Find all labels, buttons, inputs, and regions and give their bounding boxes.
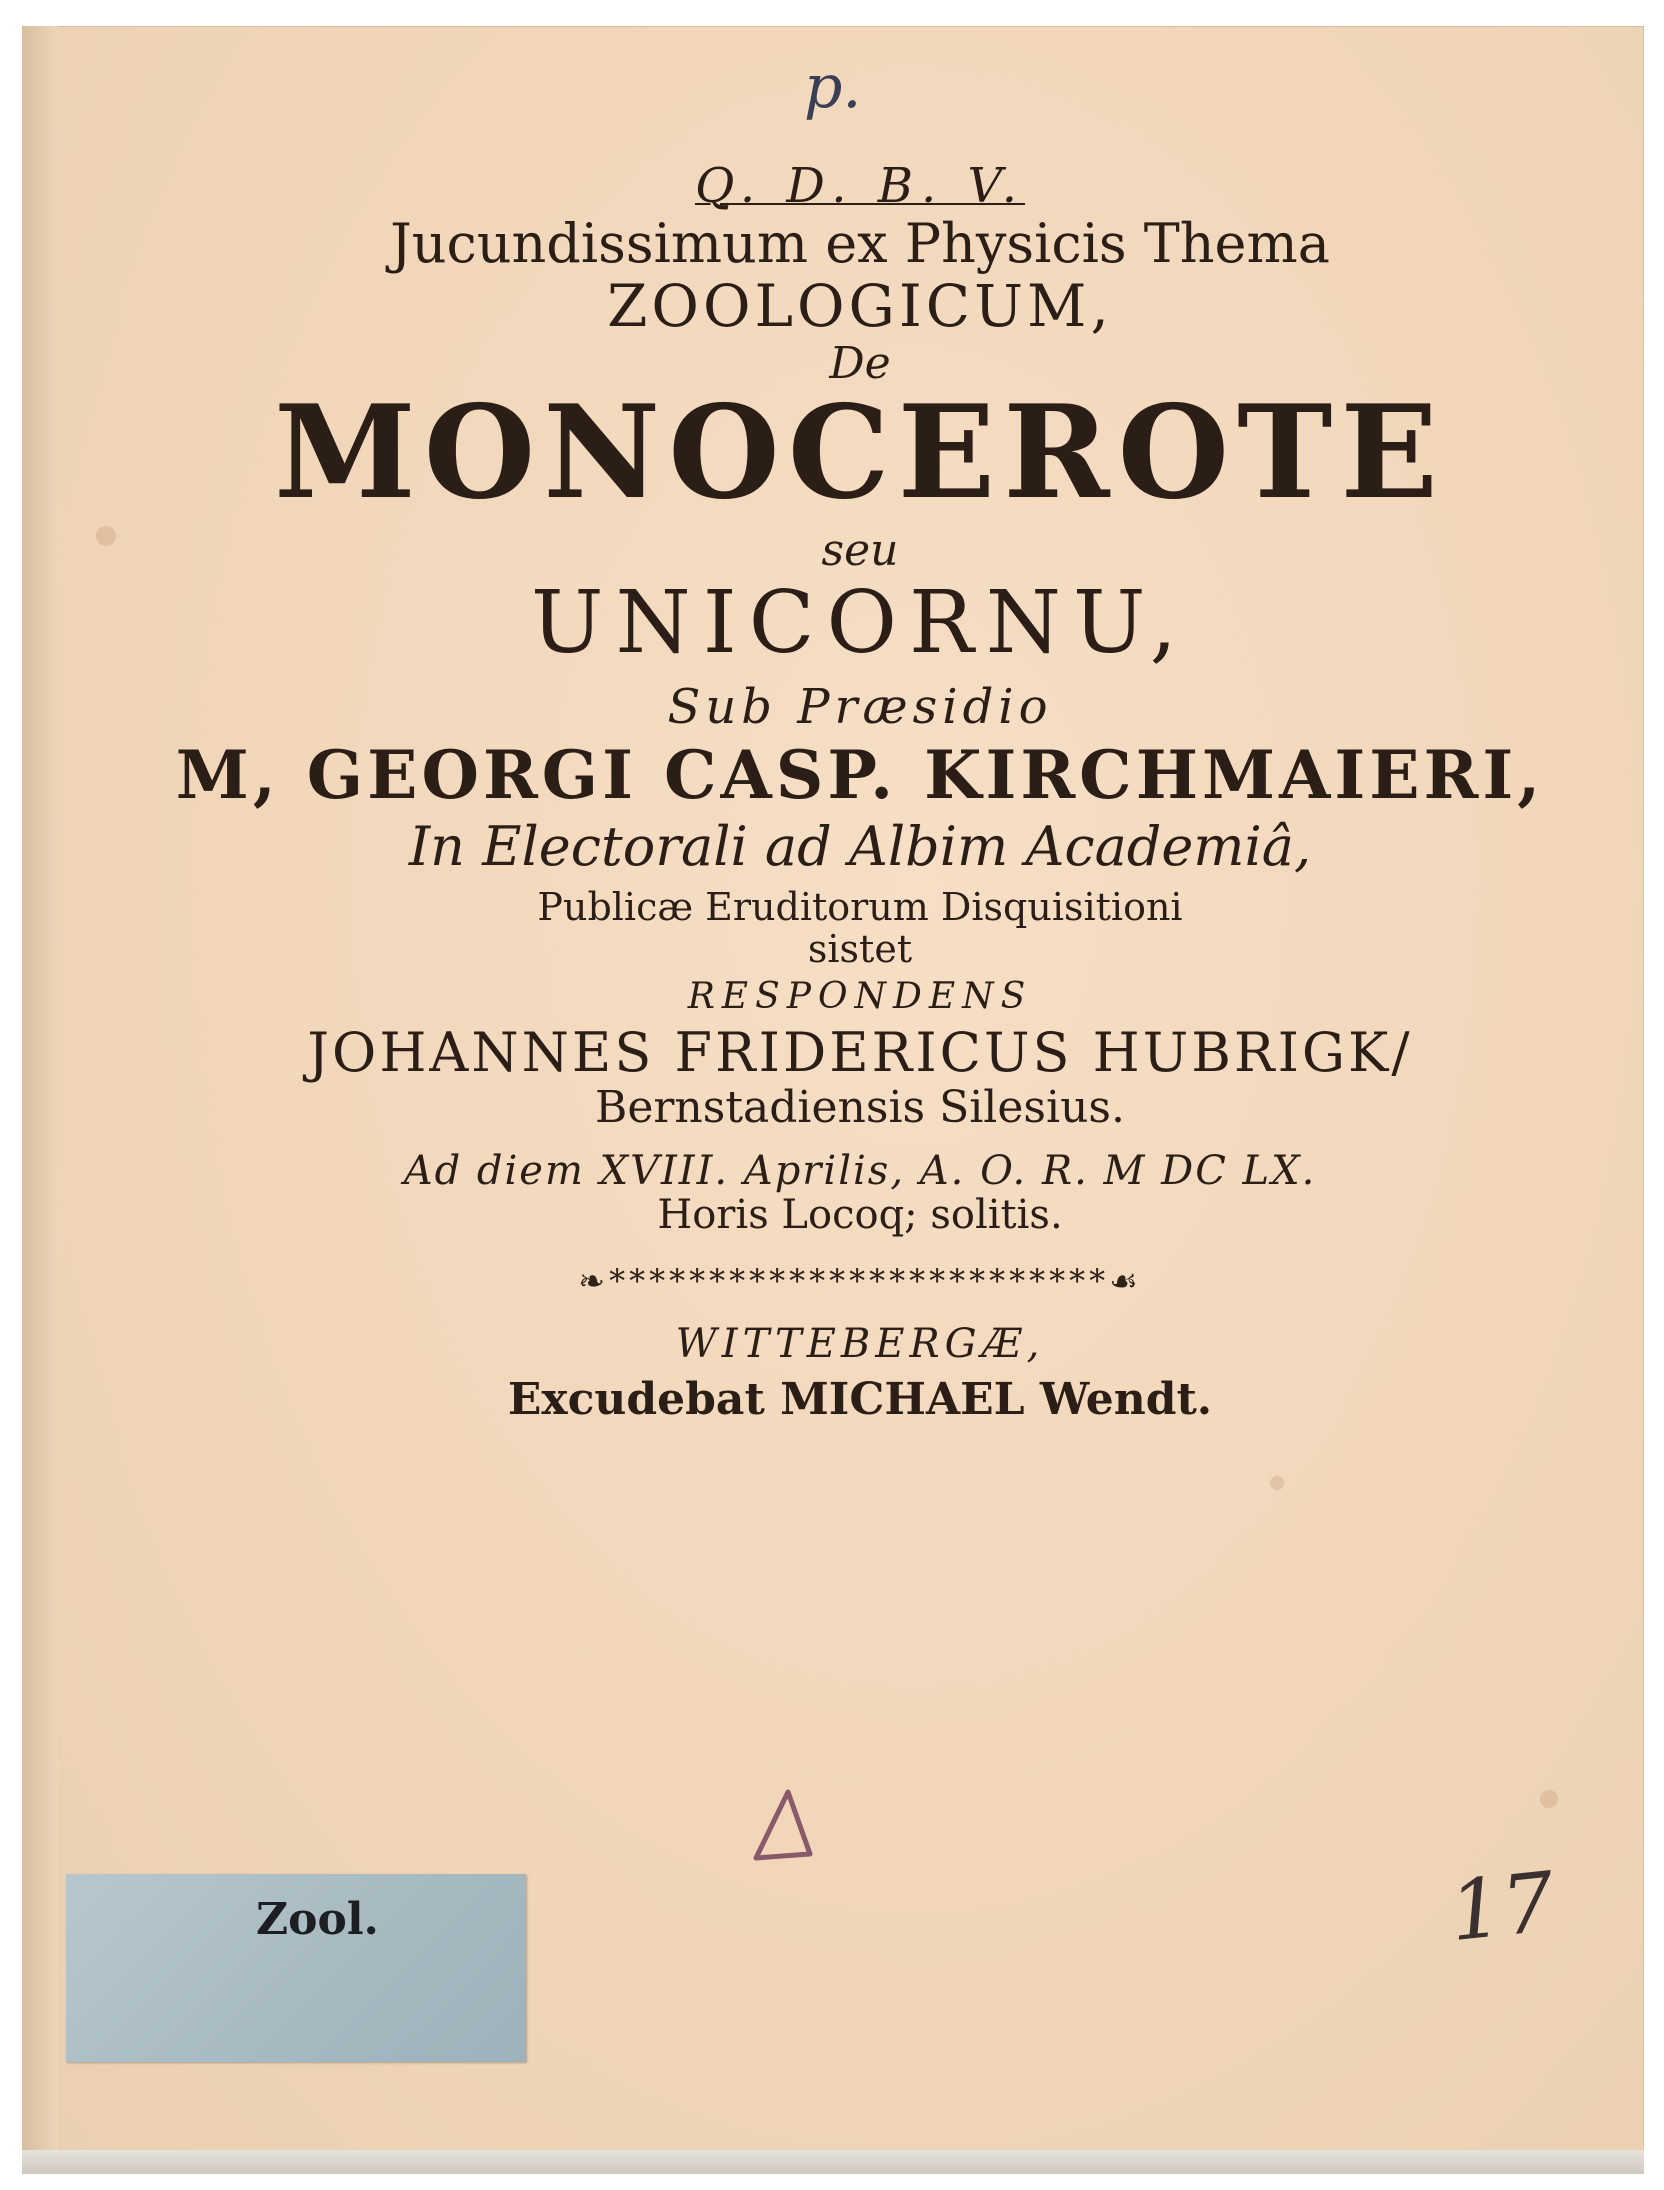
date-line: Ad diem XVIII. Aprilis, A. O. R. M DC LX. bbox=[403, 1147, 1317, 1194]
zoologicum-line: ZOOLOGICUM, bbox=[607, 272, 1113, 341]
respondens-label: RESPONDENS bbox=[687, 975, 1033, 1017]
binding-gutter bbox=[22, 26, 58, 2156]
triangle-stamp-icon bbox=[748, 1786, 818, 1866]
public-line: Publicæ Eruditorum Disquisitioni bbox=[537, 884, 1183, 929]
foxing-spot bbox=[1540, 1790, 1558, 1808]
foxing-spot bbox=[1270, 1476, 1284, 1490]
seu-line: seu bbox=[821, 524, 899, 576]
page-bottom-edge bbox=[22, 2150, 1644, 2174]
academy-line: In Electorali ad Albim Academiâ, bbox=[408, 815, 1312, 879]
printer-line: Excudebat MICHAEL Wendt. bbox=[507, 1373, 1213, 1425]
handwritten-note-top: p. bbox=[804, 52, 862, 122]
ornament-rule: ❧*************************☙ bbox=[578, 1262, 1142, 1301]
qdbv-line: Q. D. B. V. bbox=[694, 158, 1026, 214]
time-line: Horis Locoq; solitis. bbox=[657, 1192, 1063, 1239]
sistet-line: sistet bbox=[807, 927, 913, 972]
origin-line: Bernstadiensis Silesius. bbox=[595, 1082, 1125, 1134]
shelf-label bbox=[66, 1874, 526, 2062]
respondent-name: JOHANNES FRIDERICUS HUBRIGK/ bbox=[307, 1020, 1413, 1084]
handwritten-note-bottom: 17 bbox=[1445, 1854, 1560, 1961]
shelf-label-text: Zool. bbox=[256, 1894, 379, 1945]
main-title: MONOCEROTE bbox=[274, 378, 1446, 529]
title-block bbox=[120, 160, 1600, 1424]
intro-line: Jucundissimum ex Physicis Thema bbox=[390, 211, 1330, 275]
praeses-name: M, GEORGI CASP. KIRCHMAIERI, bbox=[175, 736, 1545, 815]
subtitle: UNICORNU, bbox=[531, 573, 1189, 674]
foxing-spot bbox=[96, 526, 116, 546]
praesidio-line: Sub Præsidio bbox=[667, 679, 1053, 736]
place-line: WITTEBERGÆ, bbox=[675, 1321, 1045, 1368]
de-line: De bbox=[829, 338, 891, 390]
